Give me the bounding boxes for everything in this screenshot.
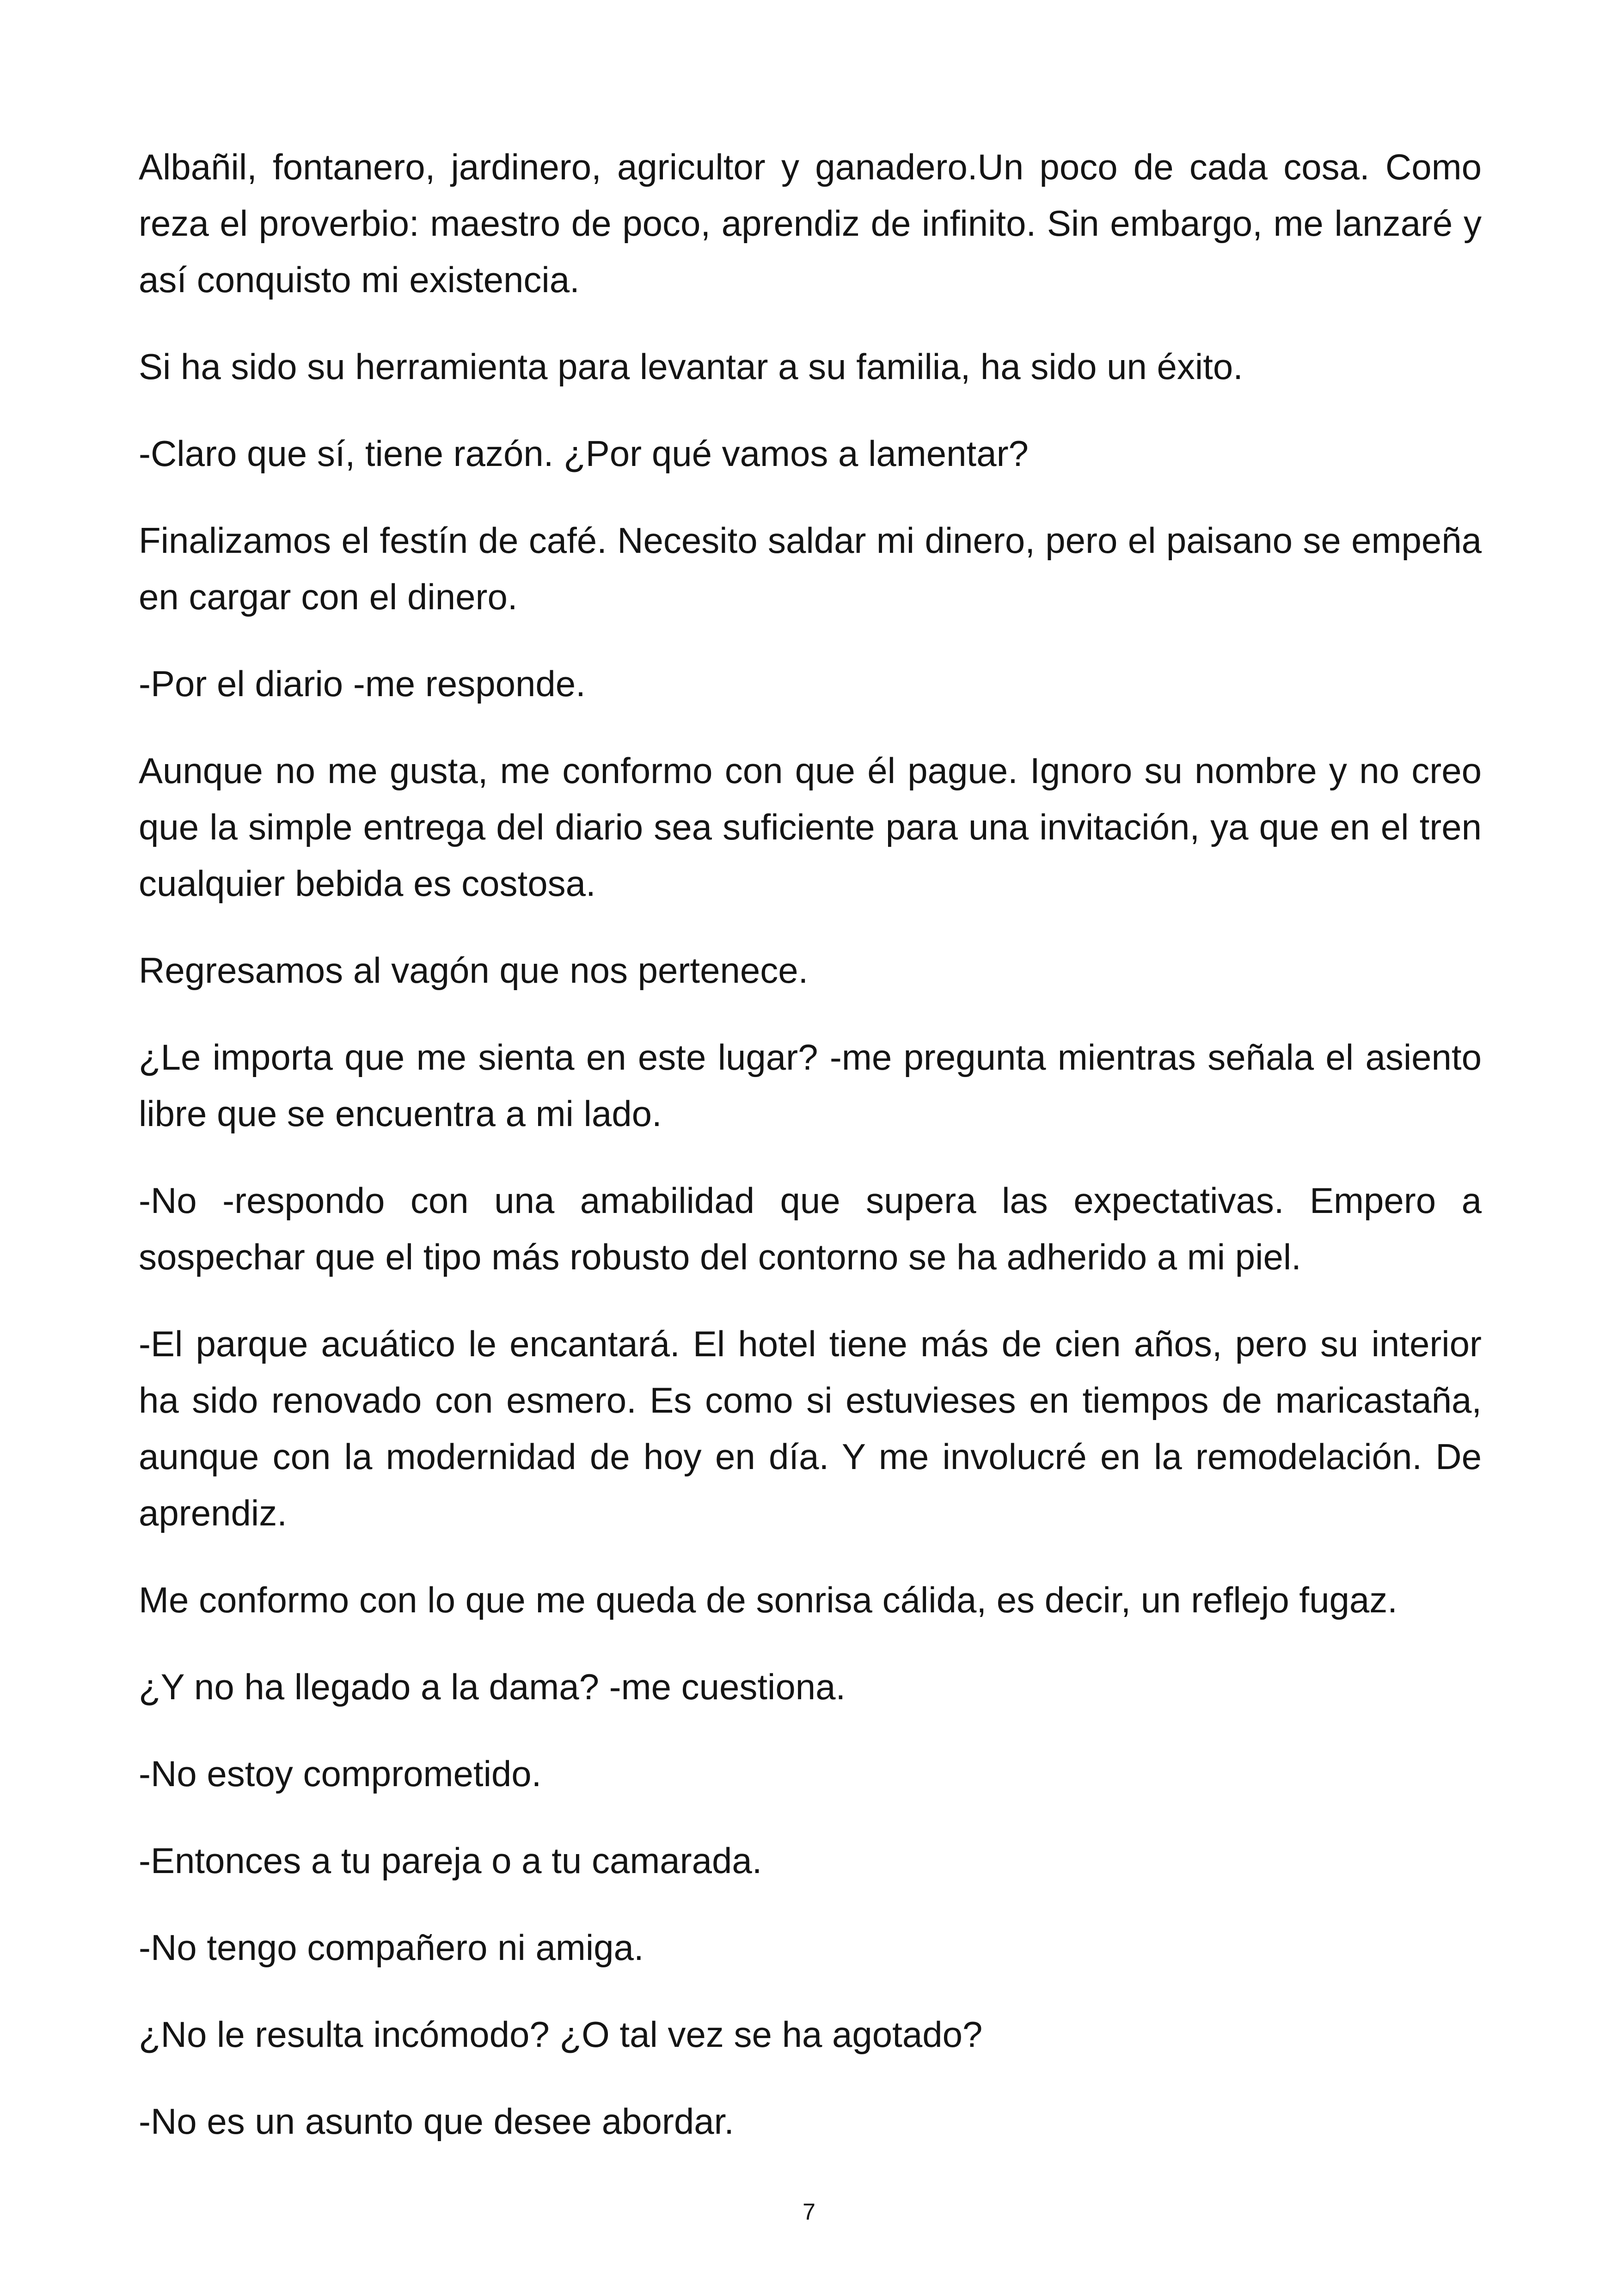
paragraph-3: -Claro que sí, tiene razón. ¿Por qué vamos a lamentar? xyxy=(139,433,1029,474)
paragraph-11: Me conformo con lo que me queda de sonrisa cálida, es decir, un reflejo fugaz. xyxy=(139,1580,1397,1620)
paragraph-5: -Por el diario -me responde. xyxy=(139,663,586,704)
paragraph-17: -No es un asunto que desee abordar. xyxy=(139,2101,734,2142)
paragraph-10: -El parque acuático le encantará. El hotel tiene más de cien años, pero su interior ha sido renovado con esmero. Es como si estuvieses en tiempos de maricastaña, aunque con la modernidad de hoy en día. Y me involucré en la remodelación. De aprendiz. xyxy=(139,1323,1482,1533)
paragraph-2: Si ha sido su herramienta para levantar a su familia, ha sido un éxito. xyxy=(139,346,1243,387)
paragraph-6: Aunque no me gusta, me conformo con que él pague. Ignoro su nombre y no creo que la simple entrega del diario sea suficiente para una invitación, ya que en el tren cualquier bebida es costosa. xyxy=(139,750,1482,904)
paragraph-9: -No -respondo con una amabilidad que supera las expectativas. Empero a sospechar que el tipo más robusto del contorno se ha adherido a mi piel. xyxy=(139,1180,1482,1277)
paragraph-4: Finalizamos el festín de café. Necesito saldar mi dinero, pero el paisano se empeña en cargar con el dinero. xyxy=(139,520,1482,617)
paragraph-7: Regresamos al vagón que nos pertenece. xyxy=(139,950,809,991)
paragraph-13: -No estoy comprometido. xyxy=(139,1753,542,1794)
paragraph-12: ¿Y no ha llegado a la dama? -me cuestiona. xyxy=(139,1666,846,1707)
body-text xyxy=(139,139,1482,2180)
paragraph-1: Albañil, fontanero, jardinero, agricultor y ganadero.Un poco de cada cosa. Como reza el proverbio: maestro de poco, aprendiz de infinito. Sin embargo, me lanzaré y así conquisto mi existencia. xyxy=(139,147,1482,300)
paragraph-15: -No tengo compañero ni amiga. xyxy=(139,1927,644,1968)
paragraph-14: -Entonces a tu pareja o a tu camarada. xyxy=(139,1840,762,1881)
page-number: 7 xyxy=(803,2199,815,2225)
paragraph-8: ¿Le importa que me sienta en este lugar? -me pregunta mientras señala el asiento libre que se encuentra a mi lado. xyxy=(139,1037,1482,1134)
paragraph-16: ¿No le resulta incómodo? ¿O tal vez se ha agotado? xyxy=(139,2014,983,2055)
